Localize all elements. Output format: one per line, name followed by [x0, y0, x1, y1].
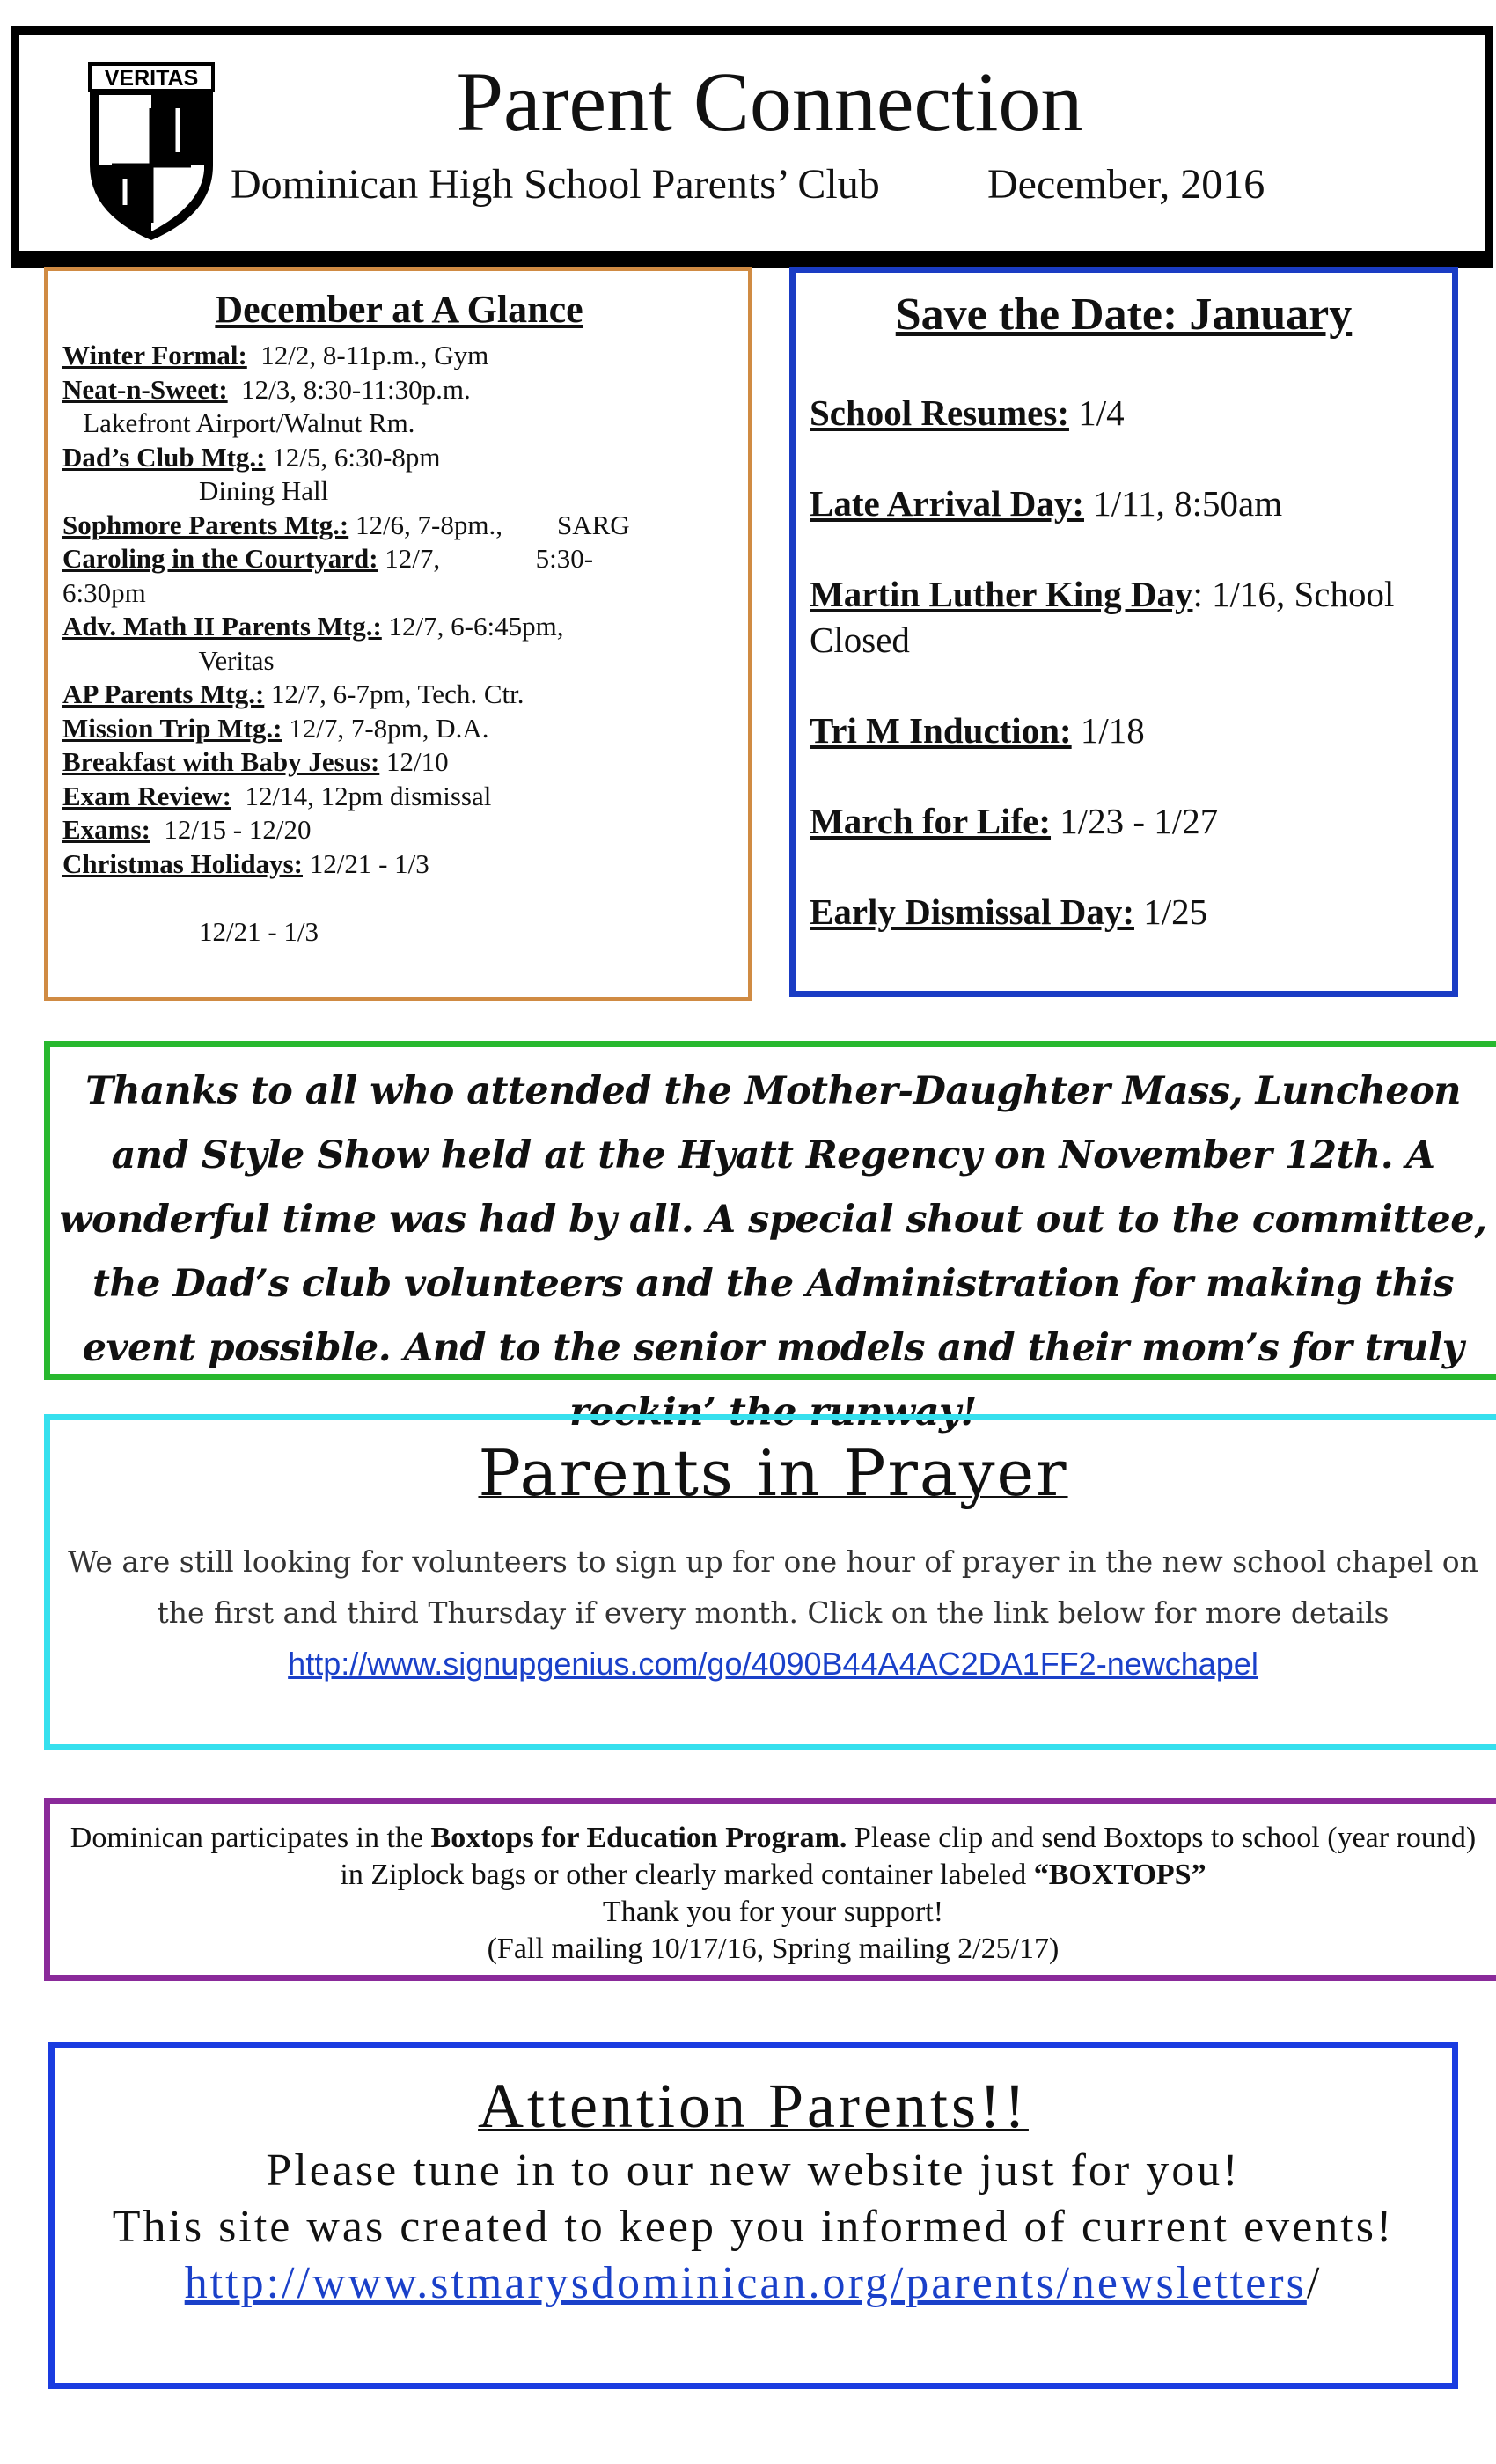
glance-item-detail: 12/21 - 1/3	[303, 847, 429, 879]
parents-in-prayer-box	[44, 1414, 1496, 1750]
glance-item-label: Exam Review:	[62, 780, 231, 811]
save-the-date-label: School Resumes:	[810, 392, 1069, 433]
attention-line-1: Please tune in to our new website just for you!	[266, 2145, 1241, 2196]
glance-item-detail: 12/6, 7-8pm., SARG	[348, 509, 630, 540]
save-the-date-item	[810, 480, 1438, 526]
glance-item-label: Mission Trip Mtg.:	[62, 712, 282, 744]
glance-item-label: Adv. Math II Parents Mtg.:	[62, 611, 382, 642]
website-link-line	[63, 2255, 1443, 2312]
save-the-date-item	[810, 798, 1438, 844]
save-the-date-box	[789, 267, 1458, 997]
glance-item	[62, 542, 736, 576]
boxtops-mailing-dates: (Fall mailing 10/17/16, Spring mailing 2/25/17)	[487, 1932, 1060, 1965]
boxtops-text-part: Dominican participates in the	[70, 1822, 431, 1854]
glance-item-detail: 12/3, 8:30-11:30p.m.	[227, 373, 471, 405]
glance-item	[62, 407, 736, 441]
glance-item	[62, 881, 736, 915]
glance-item-label: Exams:	[62, 814, 150, 845]
issue-date: December, 2016	[987, 161, 1265, 208]
glance-item-detail: 12/7, 6-7pm, Tech. Ctr.	[264, 678, 524, 709]
glance-item	[62, 509, 736, 543]
newsletter-header	[11, 26, 1493, 268]
glance-item-detail: 12/21 - 1/3	[62, 915, 319, 947]
glance-item-detail: 12/14, 12pm dismissal	[231, 780, 492, 811]
glance-item-detail: 12/2, 8-11p.m., Gym	[246, 340, 489, 370]
save-the-date-item	[810, 571, 1438, 663]
glance-item	[62, 780, 736, 814]
glance-item	[62, 813, 736, 847]
save-the-date-detail: 1/11, 8:50am	[1083, 483, 1283, 524]
boxtops-program-name: Boxtops for Education Program.	[430, 1822, 847, 1854]
save-the-date-item	[810, 390, 1438, 436]
save-the-date-list	[810, 390, 1438, 935]
glance-item-label: Caroling in the Courtyard:	[62, 543, 378, 574]
glance-item-label: AP Parents Mtg.:	[62, 678, 265, 709]
boxtops-box	[44, 1798, 1496, 1981]
glance-item-detail: 12/7, 6-6:45pm,	[381, 611, 564, 642]
glance-item-detail: Veritas	[62, 644, 275, 676]
prayer-text: We are still looking for volunteers to sign up for one hour of prayer in the new school chapel on the first and third Thursday if every month. Click on the link below for more details	[68, 1544, 1478, 1630]
boxtops-label: “BOXTOPS”	[1033, 1859, 1206, 1891]
newsletter-title: Parent Connection	[456, 55, 1083, 149]
save-the-date-item	[810, 708, 1438, 753]
glance-list	[62, 339, 736, 949]
glance-item-label: Neat-n-Sweet:	[62, 373, 228, 405]
website-link[interactable]: http://www.stmarysdominican.org/parents/newsletters	[184, 2258, 1307, 2308]
thanks-text: Thanks to all who attended the Mother-Daughter Mass, Luncheon and Style Show held at the Hyatt Regency on November 12th. A wonderful time was had by all. A special shout out to the committee, the Dad’s club volunteers and the Administration for making this event possible. And to the senior models and their mom’s for truly rockin’ the runway!	[59, 1069, 1487, 1434]
attention-line-2: This site was created to keep you informed of current events!	[112, 2202, 1395, 2252]
glance-item-label: Breakfast with Baby Jesus:	[62, 746, 380, 777]
glance-item	[62, 576, 736, 611]
save-the-date-detail: 1/23 - 1/27	[1051, 801, 1219, 841]
glance-item	[62, 644, 736, 678]
glance-item-detail: 12/15 - 12/20	[150, 814, 312, 845]
save-the-date-detail: 1/18	[1071, 710, 1145, 751]
save-the-date-detail: 1/4	[1068, 392, 1125, 433]
save-the-date-heading: Save the Date: January	[895, 290, 1353, 340]
glance-item-detail: 12/10	[379, 746, 449, 777]
save-the-date-detail: 1/25	[1134, 891, 1208, 932]
attention-parents-box	[48, 2042, 1458, 2389]
glance-item	[62, 373, 736, 407]
glance-item-detail	[62, 882, 70, 913]
glance-item	[62, 712, 736, 746]
website-link-suffix: /	[1306, 2258, 1323, 2308]
crest-text: VERITAS	[104, 66, 199, 91]
save-the-date-label: Late Arrival Day:	[810, 483, 1084, 524]
glance-item-detail: 12/7, 7-8pm, D.A.	[282, 712, 489, 744]
glance-item-detail: Lakefront Airport/Walnut Rm.	[62, 407, 415, 438]
glance-item-label: Sophmore Parents Mtg.:	[62, 509, 349, 540]
prayer-heading: Parents in Prayer	[478, 1436, 1068, 1510]
boxtops-text	[59, 1820, 1487, 1894]
glance-item	[62, 915, 736, 950]
save-the-date-label: March for Life:	[810, 801, 1052, 841]
glance-item	[62, 847, 736, 882]
boxtops-text-part: Please clip and send Boxtops to school (year round) in Ziplock bags or other clearly marked container labeled	[340, 1822, 1477, 1891]
glance-heading: December at A Glance	[215, 288, 583, 331]
boxtops-thanks: Thank you for your support!	[602, 1896, 944, 1928]
thanks-announcement-box	[44, 1041, 1496, 1434]
glance-item	[62, 339, 736, 373]
newsletter-subtitle: Dominican High School Parents’ Club	[231, 161, 880, 208]
glance-item	[62, 745, 736, 780]
glance-item-detail: 12/5, 6:30-8pm	[265, 441, 441, 473]
attention-heading: Attention Parents!!	[478, 2071, 1029, 2141]
glance-item-label: Dad’s Club Mtg.:	[62, 441, 266, 473]
save-the-date-label: Martin Luther King Day	[810, 574, 1193, 614]
glance-item	[62, 678, 736, 712]
save-the-date-detail: : 1/16, School Closed	[810, 574, 1395, 660]
glance-item-label: Christmas Holidays:	[62, 847, 303, 879]
save-the-date-label: Tri M Induction:	[810, 710, 1072, 751]
glance-item-detail: 6:30pm	[62, 576, 146, 608]
glance-item-detail: Dining Hall	[62, 475, 329, 506]
glance-item-detail: 12/7, 5:30-	[378, 543, 594, 574]
glance-item	[62, 474, 736, 509]
save-the-date-label: Early Dismissal Day:	[810, 891, 1134, 932]
signup-link[interactable]: http://www.signupgenius.com/go/4090B44A4AC2DA1FF2-newchapel	[288, 1646, 1258, 1682]
december-glance-box	[44, 267, 752, 1001]
glance-item-label: Winter Formal:	[62, 340, 247, 370]
save-the-date-item	[810, 889, 1438, 935]
glance-item	[62, 610, 736, 644]
glance-item	[62, 441, 736, 475]
